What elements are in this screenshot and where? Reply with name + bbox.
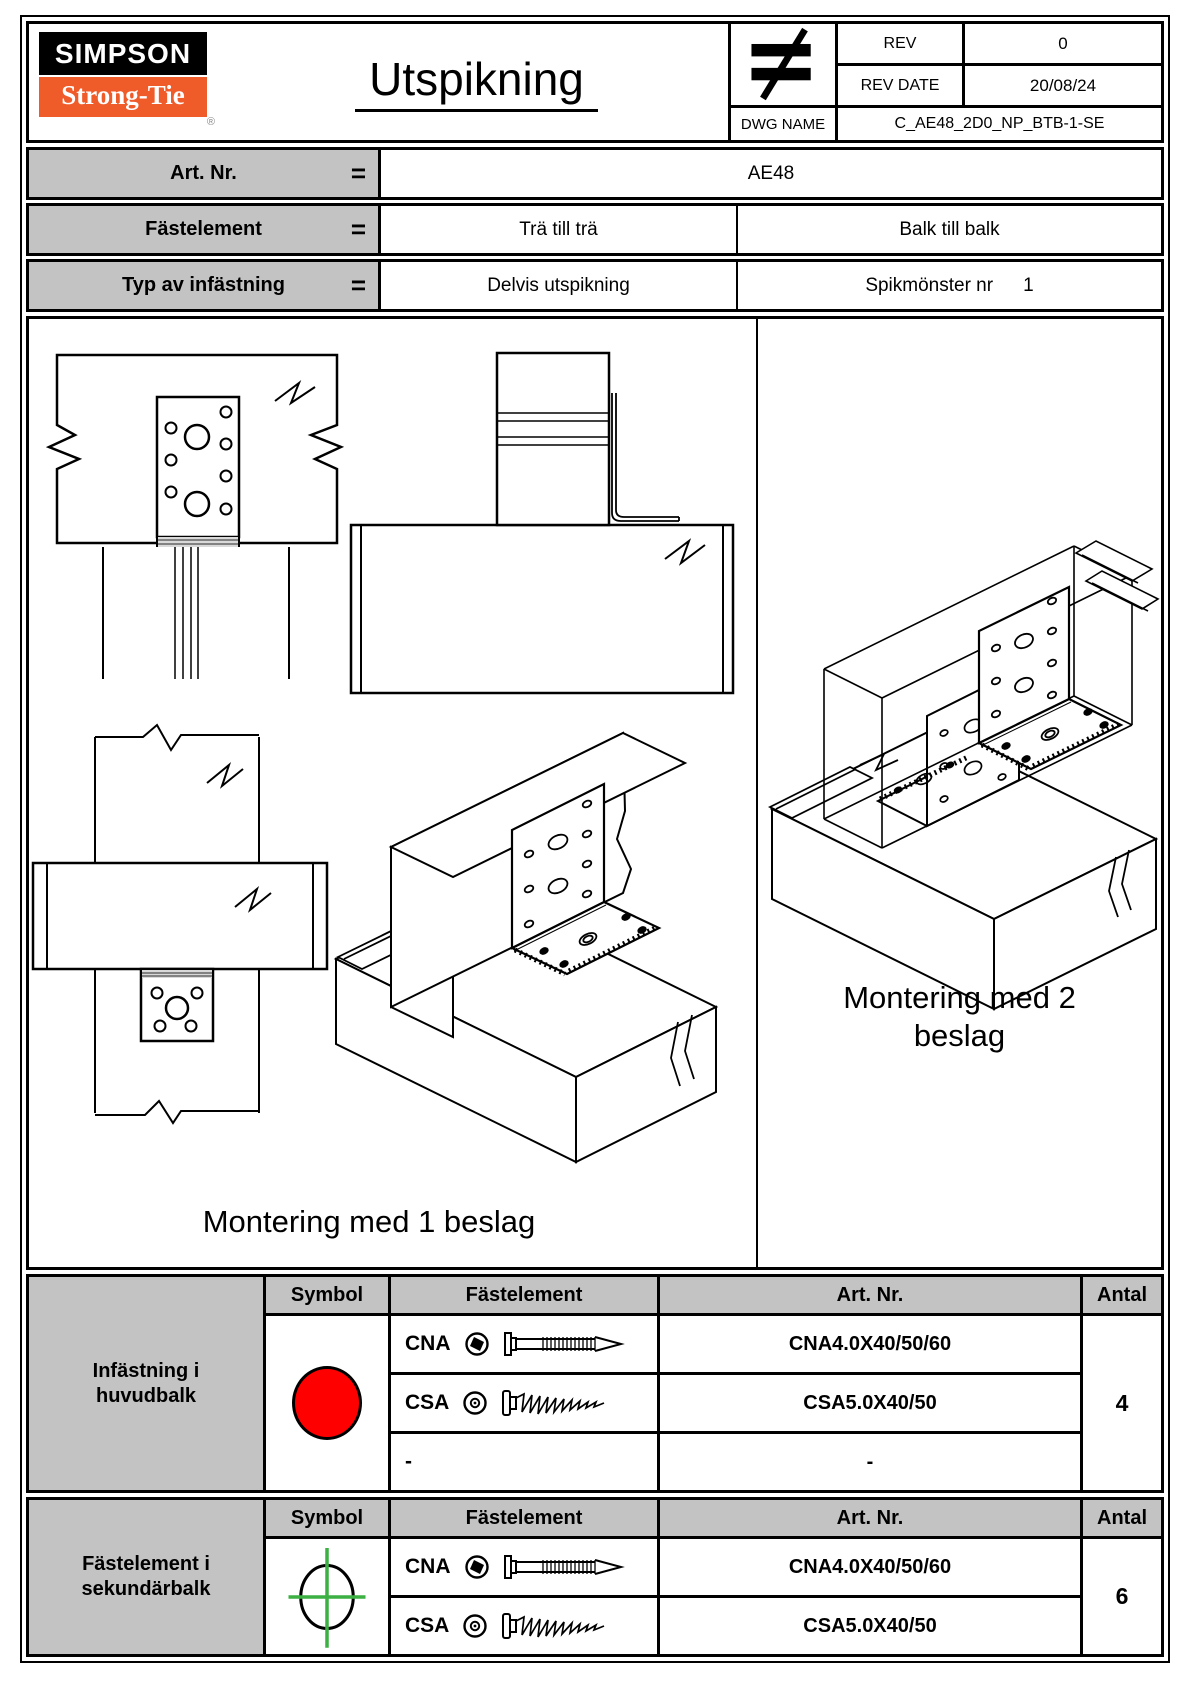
logo-simpson: SIMPSON: [39, 32, 207, 75]
revision-block: [728, 24, 1161, 140]
green-crosshair-circle-icon: [277, 1541, 377, 1653]
fastener-table-secondary-beam: [26, 1497, 1164, 1657]
table2-cna-artnr: CNA4.0X40/50/60: [660, 1539, 1080, 1595]
spikmonster-number: 1: [1023, 274, 1034, 296]
info-label-text: Art. Nr.: [170, 162, 237, 184]
cna-code: CNA: [405, 1555, 451, 1578]
table2-qty: 6: [1083, 1539, 1161, 1654]
rev-date-label: REV DATE: [838, 66, 962, 105]
info-row-artnr: [26, 147, 1164, 200]
table1-empty-cell: -: [391, 1434, 657, 1490]
table1-label-line1: Infästning i: [92, 1359, 200, 1382]
table2-label-line1: Fästelement i: [82, 1553, 210, 1575]
table2-row-label: [29, 1500, 263, 1654]
table2-header-artnr: Art. Nr.: [660, 1500, 1080, 1536]
caption-one-bracket: Montering med 1 beslag: [202, 1204, 536, 1239]
projection-symbol-icon: [731, 24, 835, 105]
rev-label: REV: [838, 24, 962, 63]
caption-two-line1: Montering med 2: [843, 980, 1076, 1015]
table2-label-line2: sekundärbalk: [81, 1578, 211, 1600]
info-label: [29, 206, 381, 253]
table1-cna-cell: [391, 1316, 657, 1372]
side-view-drawing: [347, 347, 737, 695]
table1-header-artnr: Art. Nr.: [660, 1277, 1080, 1313]
table1-csa-cell: [391, 1375, 657, 1431]
table1-cna-artnr: CNA4.0X40/50/60: [660, 1316, 1080, 1372]
dwg-name-label: DWG NAME: [731, 108, 835, 140]
table1-empty-artnr: -: [660, 1434, 1080, 1490]
info-row-fastelement: [26, 203, 1164, 256]
table1-qty: 4: [1083, 1316, 1161, 1490]
info-label-text: Fästelement: [145, 218, 262, 240]
front-view-drawing: [45, 347, 345, 681]
csa-screw-icon: [501, 1611, 623, 1641]
rev-date-value: 20/08/24: [965, 66, 1161, 105]
red-circle-icon: [292, 1366, 362, 1440]
artnr-value: AE48: [747, 162, 795, 184]
table1-csa-artnr: CSA5.0X40/50: [660, 1375, 1080, 1431]
title-block: [26, 21, 1164, 143]
page-title: Utspikning: [355, 52, 598, 112]
cna-code: CNA: [405, 1332, 451, 1355]
caption-two-line2: beslag: [913, 1018, 1006, 1053]
fastelement-right: Balk till balk: [899, 218, 1000, 240]
table2-csa-cell: [391, 1598, 657, 1654]
spikmonster-label: Spikmönster nr: [865, 274, 994, 296]
drawing-panel-left: [29, 319, 758, 1267]
table2-csa-artnr: CSA5.0X40/50: [660, 1598, 1080, 1654]
table2-header-antal: Antal: [1083, 1500, 1161, 1536]
table2-header-symbol: Symbol: [266, 1500, 388, 1536]
typ-left: Delvis utspikning: [381, 262, 738, 309]
cna-headmark-icon: [464, 1554, 490, 1580]
simpson-strongtie-logo: [29, 24, 225, 140]
csa-headmark-icon: [462, 1390, 488, 1416]
info-row-typ: [26, 259, 1164, 312]
plan-view-drawing: [31, 723, 331, 1129]
table1-header-symbol: Symbol: [266, 1277, 388, 1313]
table1-header-antal: Antal: [1083, 1277, 1161, 1313]
cna-nail-icon: [503, 1552, 625, 1582]
info-label: [29, 262, 381, 309]
drawing-sheet: [20, 15, 1170, 1663]
table1-label-line2: huvudbalk: [95, 1384, 196, 1407]
info-table: [26, 147, 1164, 312]
cna-nail-icon: [503, 1329, 625, 1359]
csa-code: CSA: [405, 1614, 450, 1637]
table2-cna-cell: [391, 1539, 657, 1595]
drawing-area: [26, 316, 1164, 1270]
isometric-one-bracket-drawing: [326, 689, 728, 1177]
cna-headmark-icon: [464, 1331, 490, 1357]
fastener-table-main-beam: [26, 1274, 1164, 1493]
not-equal-projection-icon: [740, 27, 826, 103]
equals-sign: =: [350, 214, 366, 244]
table1-row-label: [29, 1277, 263, 1490]
csa-screw-icon: [501, 1388, 623, 1418]
isometric-two-brackets-drawing: [764, 489, 1162, 1019]
main-beam-symbol-red-circle: [266, 1316, 388, 1490]
info-label: [29, 150, 381, 197]
caption-two-brackets: [758, 979, 1161, 1055]
equals-sign: =: [350, 158, 366, 188]
table1-header-fastener: Fästelement: [391, 1277, 657, 1313]
dwg-name-value: C_AE48_2D0_NP_BTB-1-SE: [838, 108, 1161, 140]
equals-sign: =: [350, 270, 366, 300]
table2-header-fastener: Fästelement: [391, 1500, 657, 1536]
info-label-text: Typ av infästning: [122, 274, 285, 296]
csa-headmark-icon: [462, 1613, 488, 1639]
logo-strongtie: Strong-Tie: [39, 77, 207, 117]
rev-value: 0: [965, 24, 1161, 63]
csa-code: CSA: [405, 1391, 450, 1414]
registered-mark: ®: [206, 116, 215, 128]
spikmonster: [738, 262, 1161, 309]
fastelement-left: Trä till trä: [381, 206, 738, 253]
drawing-panel-right: [758, 319, 1161, 1267]
secondary-beam-symbol-crosshair: [266, 1539, 388, 1654]
